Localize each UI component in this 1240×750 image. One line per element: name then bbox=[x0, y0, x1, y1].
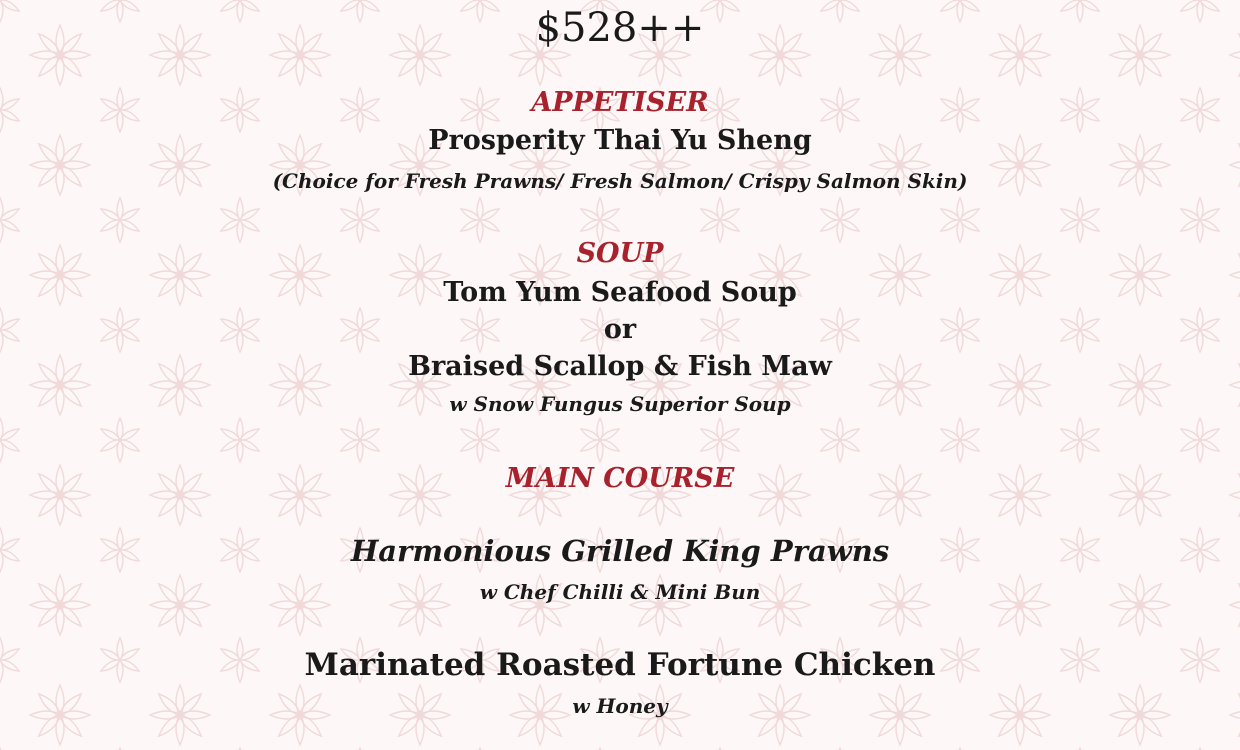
main-course-item-note: w Chef Chilli & Mini Bun bbox=[479, 580, 761, 604]
main-course-item-note: w Honey bbox=[572, 694, 668, 718]
soup-option-2: Braised Scallop & Fish Maw bbox=[408, 351, 832, 382]
soup-heading: SOUP bbox=[576, 238, 664, 269]
soup-option-2-note: w Snow Fungus Superior Soup bbox=[449, 392, 791, 416]
soup-separator: or bbox=[603, 314, 637, 345]
soup-option-1: Tom Yum Seafood Soup bbox=[443, 277, 797, 308]
menu-price: $528++ bbox=[535, 5, 705, 51]
main-course-heading: MAIN COURSE bbox=[505, 463, 735, 494]
main-course-item-name: Harmonious Grilled King Prawns bbox=[350, 534, 890, 568]
main-course-item-name: Marinated Roasted Fortune Chicken bbox=[304, 647, 936, 683]
appetiser-heading: APPETISER bbox=[531, 87, 709, 118]
appetiser-dish: Prosperity Thai Yu Sheng bbox=[428, 125, 812, 156]
appetiser-note: (Choice for Fresh Prawns/ Fresh Salmon/ Crispy Salmon Skin) bbox=[272, 169, 968, 193]
